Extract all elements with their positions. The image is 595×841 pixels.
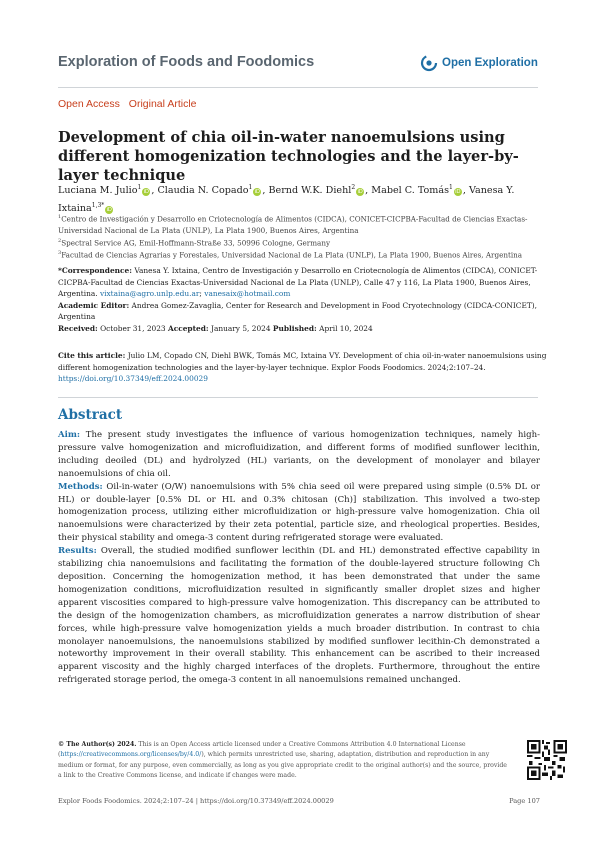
article-metadata (58, 265, 548, 335)
article-dates: Received: October 31, 2023 Accepted: January 5, 2024 Published: April 10, 2024 (58, 323, 373, 333)
license-link[interactable]: https://creativecommons.org/licenses/by/4.0/ (60, 751, 202, 759)
author-affil: 1,3* (91, 202, 105, 210)
author-name: Luciana M. Julio (58, 185, 138, 197)
qr-code-icon[interactable] (527, 740, 567, 780)
author-name: Claudia N. Copado (157, 185, 249, 197)
correspondence: *Correspondence: Vanesa Y. Ixtaina, Centro de Investigación y Desarrollo en Criotecnología de Alimentos (CIDCA), CONICET-CICPBA-Facultad de Ciencias Exactas-Universidad Nacional de La Plata (UNLP), Calle 47 y 116, La Plata 1900, Buenos Aires, Argentina. vixtaina@agro.unlp.edu.ar; vanesaix@hotmail.com (58, 266, 538, 299)
article-title: Development of chia oil-in-water nanoemulsions using different homogenization technologies and the layer-by-layer technique (58, 129, 519, 184)
author-affil: 1 (449, 184, 453, 191)
email-link[interactable]: vixtaina@agro.unlp.edu.ar (99, 289, 200, 299)
author-affil: 2 (351, 184, 356, 191)
citation: Cite this article: Julio LM, Copado CN, Diehl BWK, Tomás MC, Ixtaina VY. Development of chia oil-in-water nanoemulsions using different homogenization technologies and the layer-by-layer technique. Explor Foods Foodomics. 2024;2:107–24. https://doi.org/10.37349/eff.2024.00029 (58, 351, 547, 384)
affiliation-item: $^2$Spectral Service AG, Emil-Hoffmann-Straße 33, 50996 Cologne, Germany (58, 237, 331, 248)
orcid-icon[interactable]: iD (106, 207, 112, 214)
page-number: Page 107 (509, 797, 540, 805)
orcid-icon[interactable]: iD (357, 189, 363, 196)
footer-citation: Explor Foods Foodomics. 2024;2:107–24 | https://doi.org/10.37349/eff.2024.00029 (58, 797, 334, 805)
section-divider (58, 397, 538, 398)
author-name: Mabel C. Tomás (371, 185, 450, 197)
orcid-icon[interactable]: iD (455, 189, 461, 196)
author-affil: 1 (137, 184, 142, 191)
article-type (58, 98, 203, 110)
academic-editor: Academic Editor: Andrea Gomez-Zavaglia, Center for Research and Development in Food Cryotechnology (CIDCA-CONICET), Argentina (58, 300, 538, 322)
open-access-label: Open Access (58, 98, 120, 110)
author-list: Luciana M. Julio$^1$iD , Claudia N. Copado$^1$iD , Bernd W.K. Diehl$^2$iD , Mabel C. Tomás$^1$iD , Vanesa Y. Ixtaina$^{1,3*}$iD (58, 184, 515, 215)
affiliation-item: $^1$Centro de Investigación y Desarrollo en Criotecnología de Alimentos (CIDCA), CONICET-CICPBA-Facultad de Ciencias Exactas-Universidad Nacional de La Plata (UNLP), La Plata 1900, Buenos Aires, Argentina (58, 214, 528, 235)
open-exploration-logo-icon (420, 54, 438, 72)
header-divider (58, 87, 538, 88)
author-affil: 1 (248, 184, 253, 191)
author-name: Vanesa Y. Ixtaina (58, 185, 515, 215)
article-type-label: Original Article (128, 98, 197, 110)
affiliation-list (58, 212, 548, 261)
publisher-logo[interactable] (420, 54, 538, 72)
doi-link[interactable]: https://doi.org/10.37349/eff.2024.00029 (58, 374, 208, 384)
publisher-name: Open Exploration (442, 57, 538, 69)
affiliation-item: $^3$Facultad de Ciencias Agrarias y Forestales, Universidad Nacional de La Plata (UNLP), La Plata 1900, Buenos Aires, Argentina (58, 250, 523, 260)
journal-title: Exploration of Foods and Foodomics (58, 54, 315, 70)
abstract-body (58, 429, 540, 687)
abstract-heading: Abstract (58, 407, 123, 423)
abstract-aim: Aim: The present study investigates the influence of various homogenization techniques, namely high-pressure valve homogenization and microfluidization, and different forms of modified sunflower lecithin, including deoiled (DL) and hydrolyzed (HL) variants, on the development of monolayer and bilayer nanoemulsions of chia oil. (58, 430, 540, 479)
page-footer (58, 797, 540, 805)
abstract-results: Results: Overall, the studied modified sunflower lecithin (DL and HL) demonstrated effective capability in stabilizing chia nanoemulsions and facilitating the formation of the double-layered structure following Ch deposition. Concerning the homogenization method, it has been demonstrated that under the same homogenization conditions, microfluidization resulted in significantly smaller droplet sizes and higher apparent viscosities compared to high-pressure valve homogenization. This discrepancy can be attributed to the design of the homogenization chambers, as microfluidization generates a narrow distribution of shear forces, while high-pressure valve homogenization yields a much broader distribution. In contrast to chia monolayer nanoemulsions, the nanoemulsions stabilized by modified sunflower lecithin-Ch demonstrated a noteworthy improvement in their overall stability. This enhancement can be ascribed to their increased apparent viscosity and the highly charged interfaces of the droplets. Furthermore, throughout the entire refrigerated storage period, the omega-3 content in all nanoemulsions remained unchanged. (58, 546, 540, 686)
orcid-icon[interactable]: iD (254, 189, 260, 196)
email-link[interactable]: vanesaix@hotmail.com (204, 289, 291, 299)
author-name: Bernd W.K. Diehl (268, 185, 352, 197)
license-notice: © The Author(s) 2024. This is an Open Access article licensed under a Creative Commons Attribution 4.0 International License (https://creativecommons.org/licenses/by/4.0/), which permits unrestricted use, sharing, adaptation, distribution and reproduction in any medium or format, for any purpose, even commercially, as long as you give appropriate credit to the original author(s) and the source, provide a link to the Creative Commons license, and indicate if changes were made. (58, 741, 507, 780)
orcid-icon[interactable]: iD (143, 189, 149, 196)
abstract-methods: Methods: Oil-in-water (O/W) nanoemulsions with 5% chia seed oil were prepared using simple (0.5% DL or HL) or double-layer [0.5% DL or HL and 0.3% chitosan (Ch)] stabilization. This involved a two-step homogenization process, utilizing either microfluidization or high-pressure valve homogenization. Chia oil nanoemulsions were characterized by their zeta potential, particle size, and rheological properties. Besides, their physical stability and omega-3 content during refrigerated storage were evaluated. (58, 481, 541, 544)
